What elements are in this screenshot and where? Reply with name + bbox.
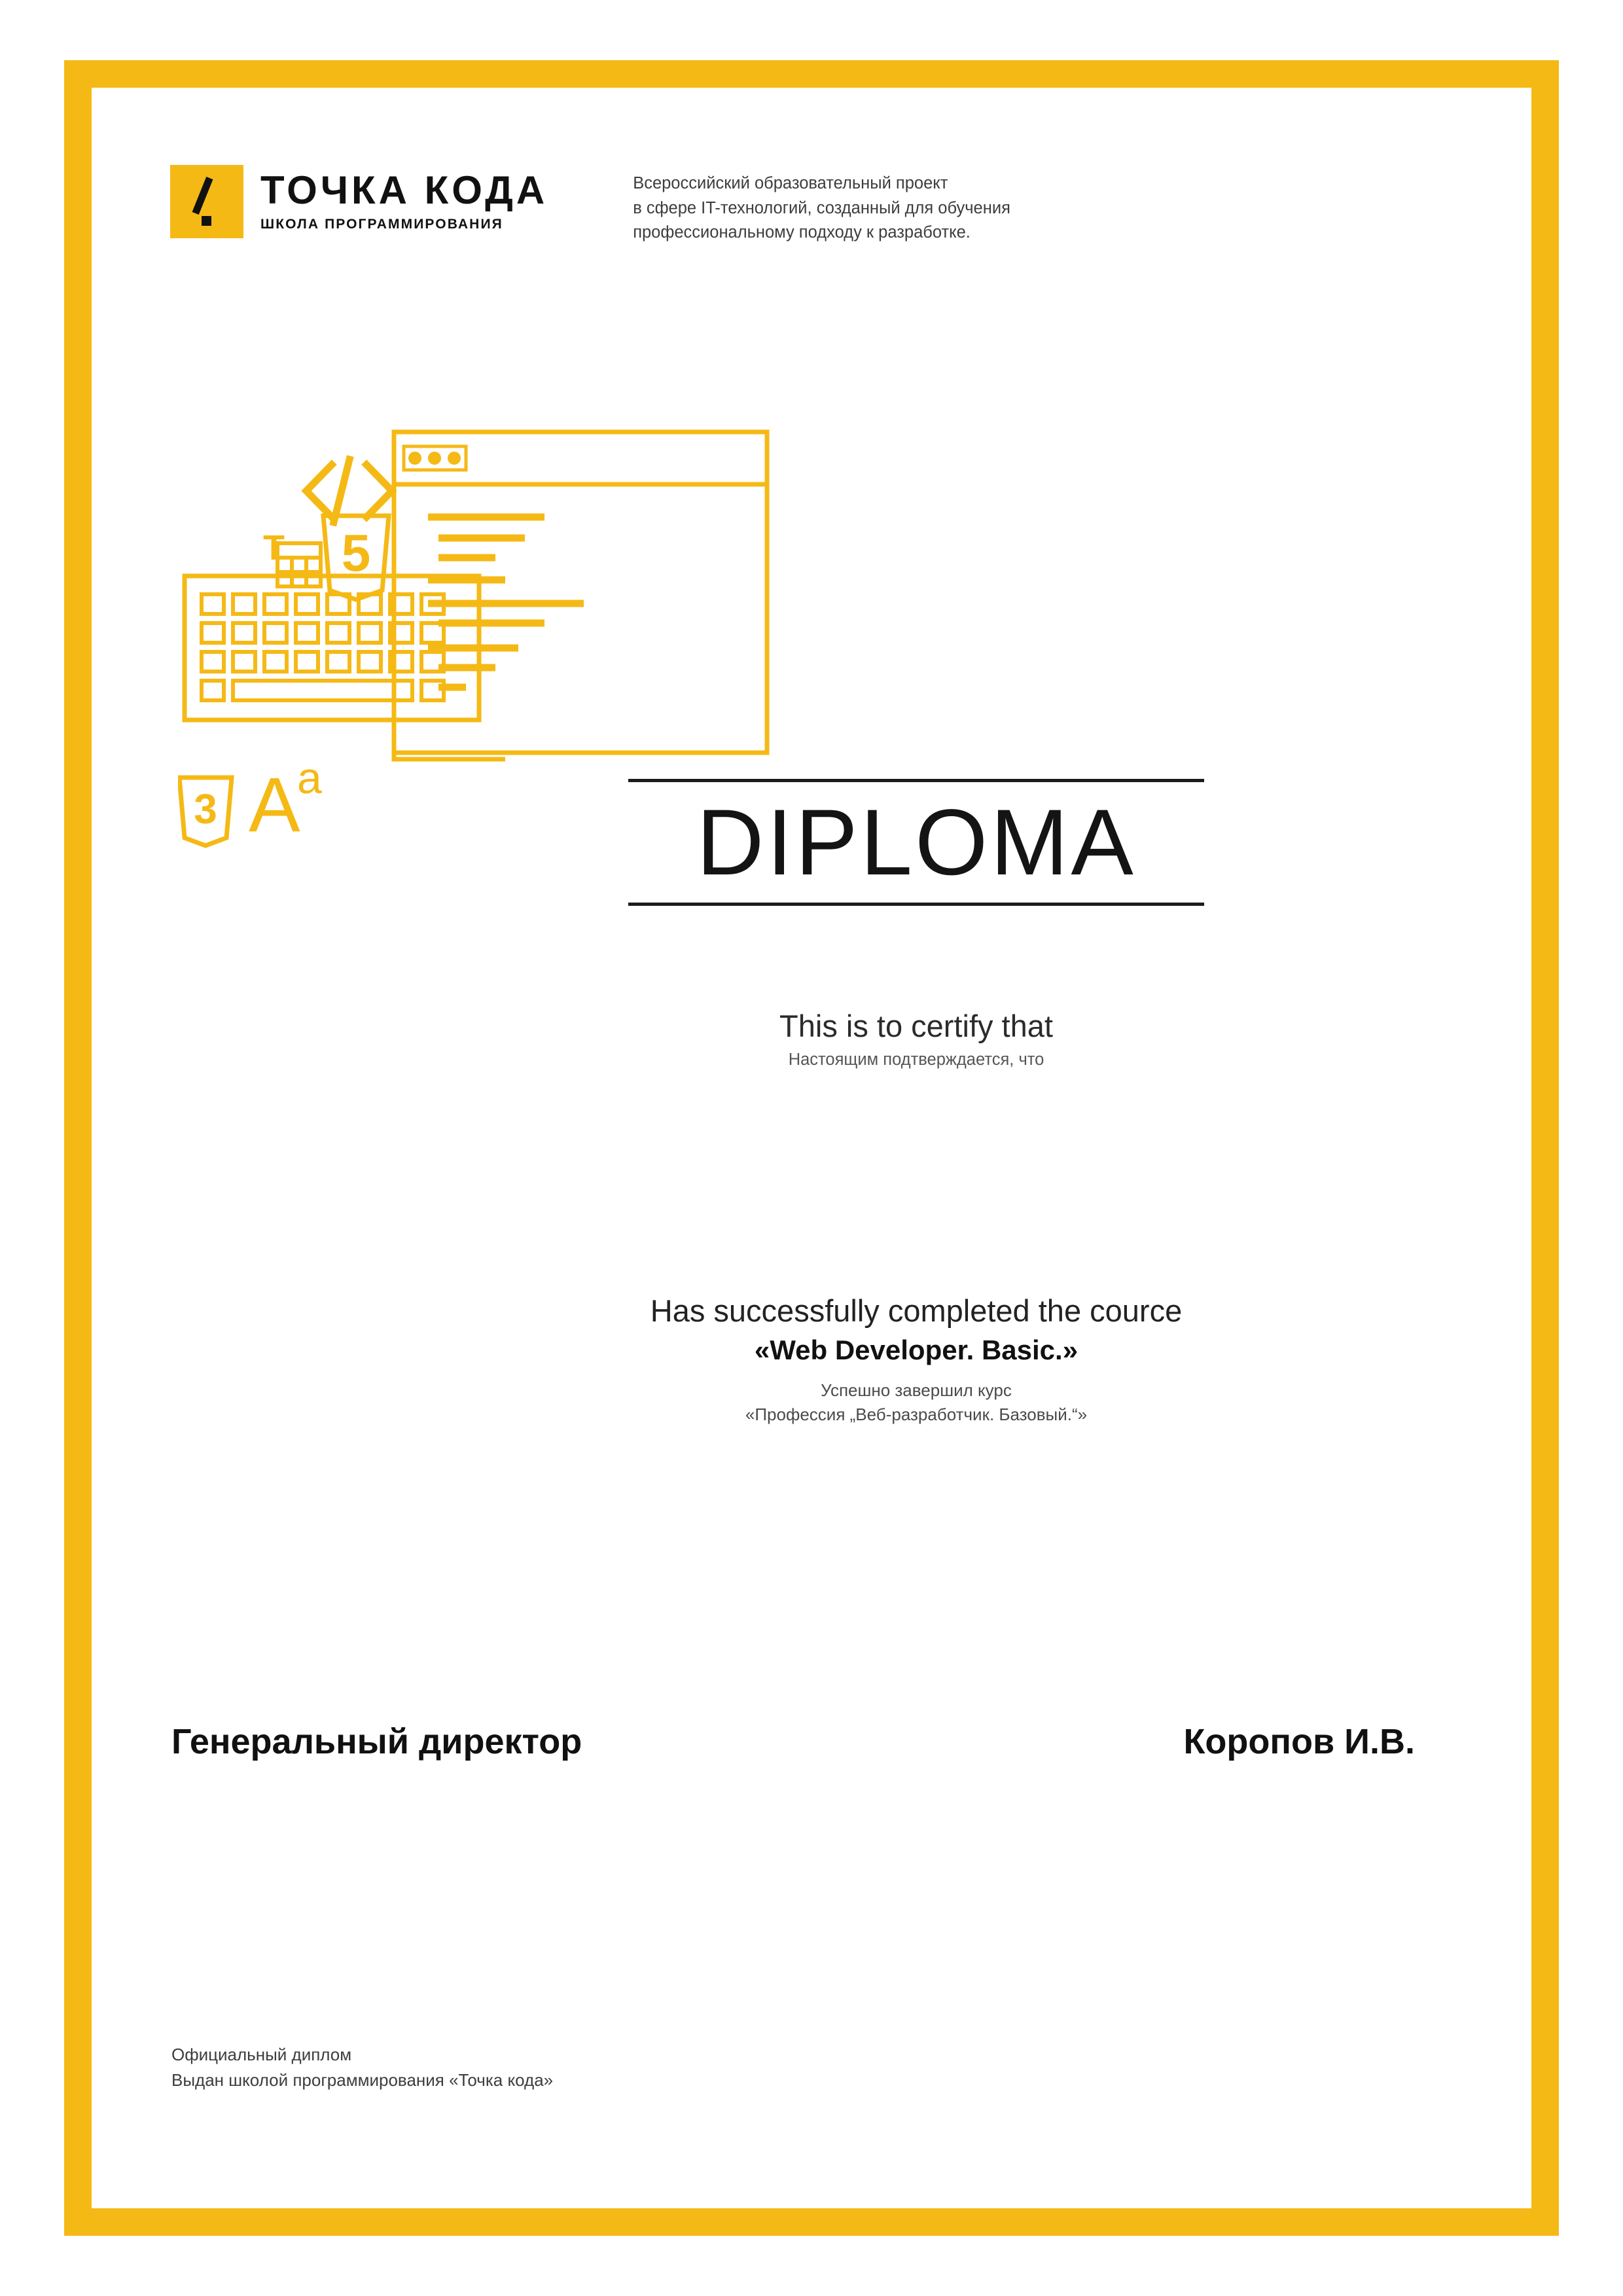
css3-badge-icon — [179, 778, 232, 846]
logo-dot-shape — [202, 216, 211, 226]
footer-line-1: Официальный диплом — [171, 2045, 352, 2064]
certify-text-ru: Настоящим подтверждается, что — [788, 1050, 1044, 1069]
signature-row — [171, 1721, 1415, 1762]
slash-dot-logo-icon — [170, 165, 243, 238]
brand-logo-text — [260, 168, 548, 232]
svg-text:T: T — [263, 528, 285, 567]
course-text-en-line2: «Web Developer. Basic.» — [754, 1335, 1079, 1366]
signatory-role: Генеральный директор — [171, 1722, 582, 1761]
svg-text:3: 3 — [194, 785, 217, 833]
brand-subtitle: ШКОЛА ПРОГРАММИРОВАНИЯ — [260, 217, 503, 232]
certify-block — [589, 1008, 1243, 1069]
diploma-rule-bottom — [628, 903, 1204, 906]
svg-text:a: a — [297, 753, 322, 803]
typography-icon — [249, 753, 322, 848]
web-development-illustration — [178, 419, 898, 1073]
header — [170, 165, 1414, 245]
diploma-rule-top — [628, 779, 1204, 782]
organization-description-line-2: в сфере IT-технологий, созданный для обучения — [633, 198, 1010, 217]
course-block — [550, 1293, 1283, 1425]
brand-title: ТОЧКА КОДА — [260, 168, 548, 212]
signatory-name: Коропов И.В. — [1183, 1722, 1415, 1761]
footer — [171, 2042, 1284, 2093]
svg-text:5: 5 — [341, 524, 371, 582]
brand-logo — [170, 165, 548, 238]
organization-description — [633, 171, 1010, 245]
svg-text:A: A — [249, 762, 300, 848]
diploma-title-block — [628, 779, 1204, 906]
browser-window-icon — [394, 432, 767, 753]
page-title: DIPLOMA — [696, 791, 1136, 895]
organization-description-line-1: Всероссийский образовательный проект — [633, 174, 948, 192]
logo-slash-shape — [192, 177, 213, 215]
code-tags-icon — [306, 459, 392, 522]
course-text-en-line1: Has successfully completed the cource — [650, 1293, 1183, 1328]
organization-description-line-3: профессиональному подходу к разработке. — [633, 223, 971, 242]
certify-text-en: This is to certify that — [779, 1009, 1053, 1043]
html5-badge-icon — [323, 516, 389, 600]
footer-line-2: Выдан школой программирования «Точка кода» — [171, 2070, 554, 2090]
course-text-ru-line1: Успешно завершил курс — [821, 1380, 1012, 1401]
certificate-border-inner — [92, 88, 1531, 2208]
course-text-ru-line2: «Профессия „Веб-разработчик. Базовый.“» — [745, 1405, 1088, 1425]
